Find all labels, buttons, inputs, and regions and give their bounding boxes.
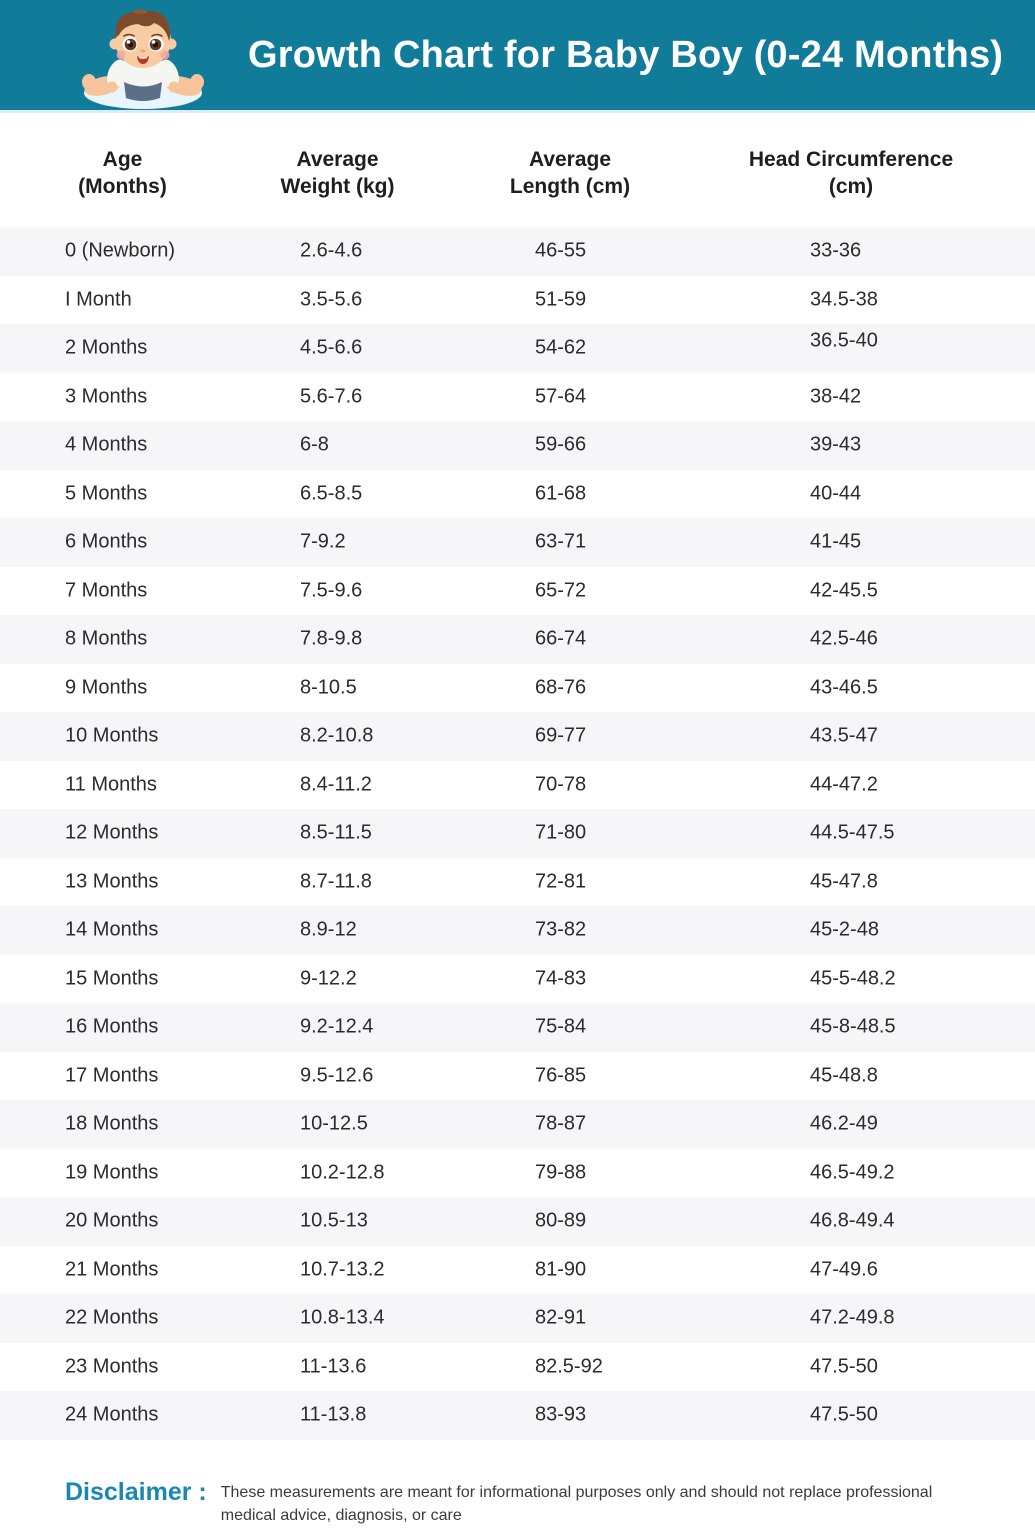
cell-weight: 2.6-4.6 [300, 239, 363, 262]
cell-length: 76-85 [535, 1064, 587, 1087]
cell-head: 45-5-48.2 [810, 967, 896, 990]
cell-weight: 9-12.2 [300, 967, 357, 990]
cell-head: 45-48.8 [810, 1064, 878, 1087]
growth-table [0, 227, 1035, 1440]
column-header-line: Age [102, 148, 143, 171]
cell-age: 0 (Newborn) [65, 239, 176, 262]
cell-head: 42-45.5 [810, 579, 878, 602]
cell-age: 22 Months [65, 1306, 159, 1329]
cell-length: 73-82 [535, 918, 587, 941]
cell-length: 71-80 [535, 821, 587, 844]
table-row [0, 1343, 1035, 1392]
table-row [0, 227, 1035, 276]
cell-head: 45-8-48.5 [810, 1015, 896, 1038]
table-row [0, 664, 1035, 713]
cell-age: 12 Months [65, 821, 159, 844]
cell-age: 2 Months [65, 336, 148, 359]
column-header-line: Average [296, 148, 379, 171]
table-row [0, 518, 1035, 567]
column-header-line: Head Circumference [748, 148, 954, 171]
cell-weight: 8.4-11.2 [300, 773, 372, 796]
table-row [0, 761, 1035, 810]
cell-age: 9 Months [65, 676, 148, 699]
cell-age: I Month [65, 288, 132, 311]
cell-head: 47.5-50 [810, 1403, 878, 1426]
cell-weight: 7.8-9.8 [300, 627, 363, 650]
table-row [0, 955, 1035, 1004]
cell-head: 44-47.2 [810, 773, 878, 796]
table-row [0, 1149, 1035, 1198]
cell-head: 43.5-47 [810, 724, 878, 747]
cell-age: 21 Months [65, 1258, 159, 1281]
column-header-line: Weight (kg) [280, 175, 395, 198]
table-row [0, 858, 1035, 907]
cell-length: 68-76 [535, 676, 587, 699]
cell-weight: 3.5-5.6 [300, 288, 363, 311]
table-row [0, 615, 1035, 664]
cell-length: 63-71 [535, 530, 587, 553]
cell-age: 3 Months [65, 385, 148, 408]
column-header-line: (Months) [78, 175, 167, 198]
table-row [0, 373, 1035, 422]
cell-weight: 8.7-11.8 [300, 870, 372, 893]
cell-length: 54-62 [535, 336, 587, 359]
table-row [0, 567, 1035, 616]
cell-length: 65-72 [535, 579, 587, 602]
column-header-weight [240, 146, 435, 200]
table-row [0, 470, 1035, 519]
table-row [0, 1294, 1035, 1343]
column-header-line: (cm) [828, 175, 874, 198]
cell-head: 44.5-47.5 [810, 821, 895, 844]
cell-age: 15 Months [65, 967, 159, 990]
cell-weight: 6.5-8.5 [300, 482, 363, 505]
cell-length: 72-81 [535, 870, 587, 893]
table-row [0, 1003, 1035, 1052]
cell-age: 11 Months [65, 773, 157, 796]
cell-age: 18 Months [65, 1112, 159, 1135]
cell-length: 57-64 [535, 385, 587, 408]
cell-age: 13 Months [65, 870, 159, 893]
cell-head: 38-42 [810, 385, 862, 408]
cell-weight: 7-9.2 [300, 530, 346, 553]
cell-weight: 9.5-12.6 [300, 1064, 374, 1087]
cell-age: 20 Months [65, 1209, 159, 1232]
cell-weight: 11-13.6 [300, 1355, 367, 1378]
column-header-line: Length (cm) [509, 175, 631, 198]
cell-weight: 9.2-12.4 [300, 1015, 374, 1038]
table-row [0, 712, 1035, 761]
cell-head: 42.5-46 [810, 627, 878, 650]
cell-age: 10 Months [65, 724, 159, 747]
cell-weight: 8-10.5 [300, 676, 357, 699]
cell-weight: 10.7-13.2 [300, 1258, 385, 1281]
cell-head: 43-46.5 [810, 676, 878, 699]
cell-head: 45-47.8 [810, 870, 878, 893]
cell-age: 14 Months [65, 918, 159, 941]
cell-head: 46.2-49 [810, 1112, 878, 1135]
table-row [0, 1100, 1035, 1149]
cell-head: 33-36 [810, 239, 862, 262]
cell-head: 40-44 [810, 482, 862, 505]
cell-weight: 10.8-13.4 [300, 1306, 385, 1329]
cell-age: 23 Months [65, 1355, 159, 1378]
cell-age: 16 Months [65, 1015, 159, 1038]
cell-head: 47.2-49.8 [810, 1306, 895, 1329]
cell-length: 78-87 [535, 1112, 587, 1135]
table-row [0, 906, 1035, 955]
cell-weight: 4.5-6.6 [300, 336, 363, 359]
cell-weight: 6-8 [300, 433, 329, 456]
cell-length: 75-84 [535, 1015, 587, 1038]
table-row [0, 324, 1035, 373]
cell-weight: 8.5-11.5 [300, 821, 372, 844]
cell-weight: 10.5-13 [300, 1209, 368, 1232]
cell-weight: 5.6-7.6 [300, 385, 363, 408]
cell-length: 74-83 [535, 967, 587, 990]
table-row [0, 1197, 1035, 1246]
cell-length: 79-88 [535, 1161, 587, 1184]
column-header-head-circumference [700, 146, 1002, 200]
table-row [0, 276, 1035, 325]
disclaimer-text: These measurements are meant for informational purposes only and should not replace professional medical advice, diagnosis, or care [220, 1484, 933, 1524]
cell-head: 41-45 [810, 530, 862, 553]
cell-length: 59-66 [535, 433, 587, 456]
table-row [0, 1391, 1035, 1440]
cell-head: 46.5-49.2 [810, 1161, 895, 1184]
header-banner [0, 0, 1035, 113]
cell-head: 46.8-49.4 [810, 1209, 895, 1232]
cell-length: 69-77 [535, 724, 587, 747]
table-row [0, 1052, 1035, 1101]
table-row [0, 421, 1035, 470]
table-row [0, 809, 1035, 858]
cell-weight: 10.2-12.8 [300, 1161, 385, 1184]
cell-length: 82-91 [535, 1306, 587, 1329]
cell-length: 51-59 [535, 288, 587, 311]
cell-weight: 10-12.5 [300, 1112, 368, 1135]
cell-length: 81-90 [535, 1258, 587, 1281]
disclaimer-label: Disclaimer : [65, 1478, 207, 1506]
baby-icon [72, 3, 214, 111]
cell-length: 66-74 [535, 627, 587, 650]
cell-age: 24 Months [65, 1403, 159, 1426]
cell-length: 82.5-92 [535, 1355, 603, 1378]
cell-length: 80-89 [535, 1209, 587, 1232]
cell-age: 8 Months [65, 627, 148, 650]
cell-age: 17 Months [65, 1064, 159, 1087]
cell-weight: 8.9-12 [300, 918, 357, 941]
cell-age: 4 Months [65, 433, 148, 456]
cell-head: 34.5-38 [810, 288, 878, 311]
cell-age: 7 Months [65, 579, 148, 602]
cell-weight: 7.5-9.6 [300, 579, 363, 602]
cell-head: 47.5-50 [810, 1355, 878, 1378]
cell-head: 45-2-48 [810, 918, 879, 941]
cell-weight: 8.2-10.8 [300, 724, 374, 747]
cell-head: 47-49.6 [810, 1258, 878, 1281]
cell-age: 5 Months [65, 482, 148, 505]
column-header-line: Average [528, 148, 612, 171]
cell-length: 61-68 [535, 482, 587, 505]
page-title: Growth Chart for Baby Boy (0-24 Months) [248, 34, 1004, 76]
cell-weight: 11-13.8 [300, 1403, 367, 1426]
cell-age: 6 Months [65, 530, 148, 553]
cell-length: 70-78 [535, 773, 587, 796]
table-header-row [0, 146, 1035, 206]
cell-head: 36.5-40 [810, 329, 878, 352]
cell-age: 19 Months [65, 1161, 159, 1184]
column-header-length [470, 146, 670, 200]
cell-length: 46-55 [535, 239, 587, 262]
disclaimer [65, 1478, 995, 1527]
cell-head: 39-43 [810, 433, 862, 456]
cell-length: 83-93 [535, 1403, 587, 1426]
table-row [0, 1246, 1035, 1295]
column-header-age [40, 146, 205, 200]
